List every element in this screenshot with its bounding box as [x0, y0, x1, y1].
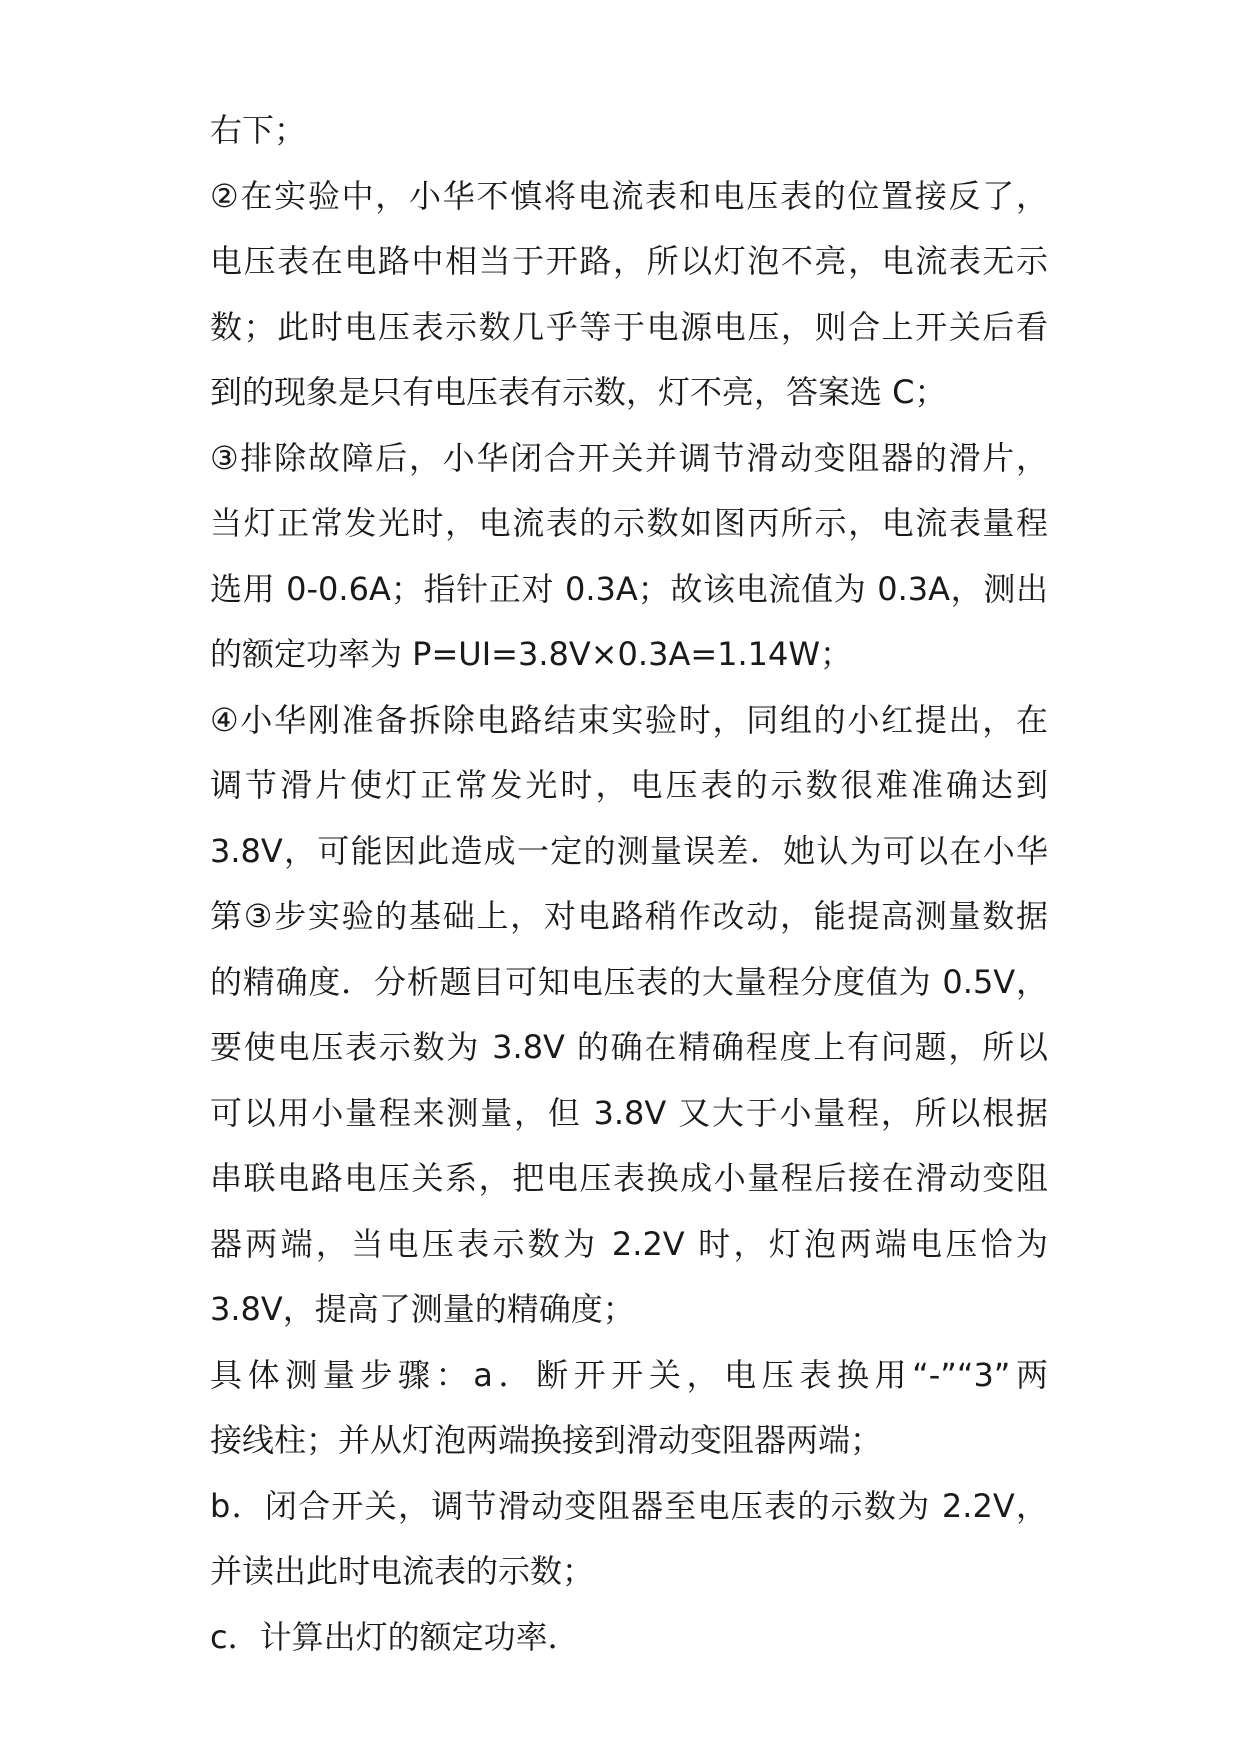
text-line: 可以用小量程来测量，但 3.8V 又大于小量程，所以根据	[210, 1093, 1048, 1132]
text-line: 要使电压表示数为 3.8V 的确在精确程度上有问题，所以	[210, 1028, 1048, 1066]
text-line: 具体测量步骤：a．断开开关，电压表换用“-”“3”两	[210, 1355, 1048, 1394]
text-line: 第③步实验的基础上，对电路稍作改动，能提高测量数据	[210, 897, 1048, 935]
solution-text	[210, 98, 1048, 1670]
text-line: 到的现象是只有电压表有示数，灯不亮，答案选 C；	[210, 373, 947, 411]
text-line: 调节滑片使灯正常发光时，电压表的示数很难准确达到	[210, 766, 1048, 804]
text-line: 的额定功率为 P=UI=3.8V×0.3A=1.14W；	[210, 635, 853, 673]
text-line: 串联电路电压关系，把电压表换成小量程后接在滑动变阻	[210, 1159, 1048, 1197]
text-line: 数；此时电压表示数几乎等于电源电压，则合上开关后看	[210, 307, 1048, 346]
text-line: ③排除故障后，小华闭合开关并调节滑动变阻器的滑片，	[210, 438, 1048, 477]
text-line: 当灯正常发光时，电流表的示数如图丙所示，电流表量程	[210, 504, 1048, 542]
text-line: 3.8V，可能因此造成一定的测量误差．她认为可以在小华	[210, 831, 1048, 870]
text-line: ②在实验中，小华不慎将电流表和电压表的位置接反了，	[210, 176, 1048, 215]
text-line: 3.8V，提高了测量的精确度；	[210, 1290, 635, 1328]
text-line: 选用 0-0.6A；指针正对 0.3A；故该电流值为 0.3A，测出	[210, 569, 1048, 608]
text-line: 并读出此时电流表的示数；	[210, 1552, 595, 1590]
text-line: 器两端，当电压表示数为 2.2V 时，灯泡两端电压恰为	[210, 1224, 1048, 1263]
text-line: 右下；	[210, 111, 307, 149]
text-line: b．闭合开关，调节滑动变阻器至电压表的示数为 2.2V，	[210, 1486, 1048, 1525]
text-line: ④小华刚准备拆除电路结束实验时，同组的小红提出，在	[210, 700, 1048, 739]
text-line: 接线柱；并从灯泡两端换接到滑动变阻器两端；	[210, 1421, 883, 1459]
text-line: c．计算出灯的额定功率．	[210, 1617, 580, 1656]
text-line: 电压表在电路中相当于开路，所以灯泡不亮，电流表无示	[210, 242, 1048, 280]
text-line: 的精确度．分析题目可知电压表的大量程分度值为 0.5V，	[210, 962, 1048, 1001]
